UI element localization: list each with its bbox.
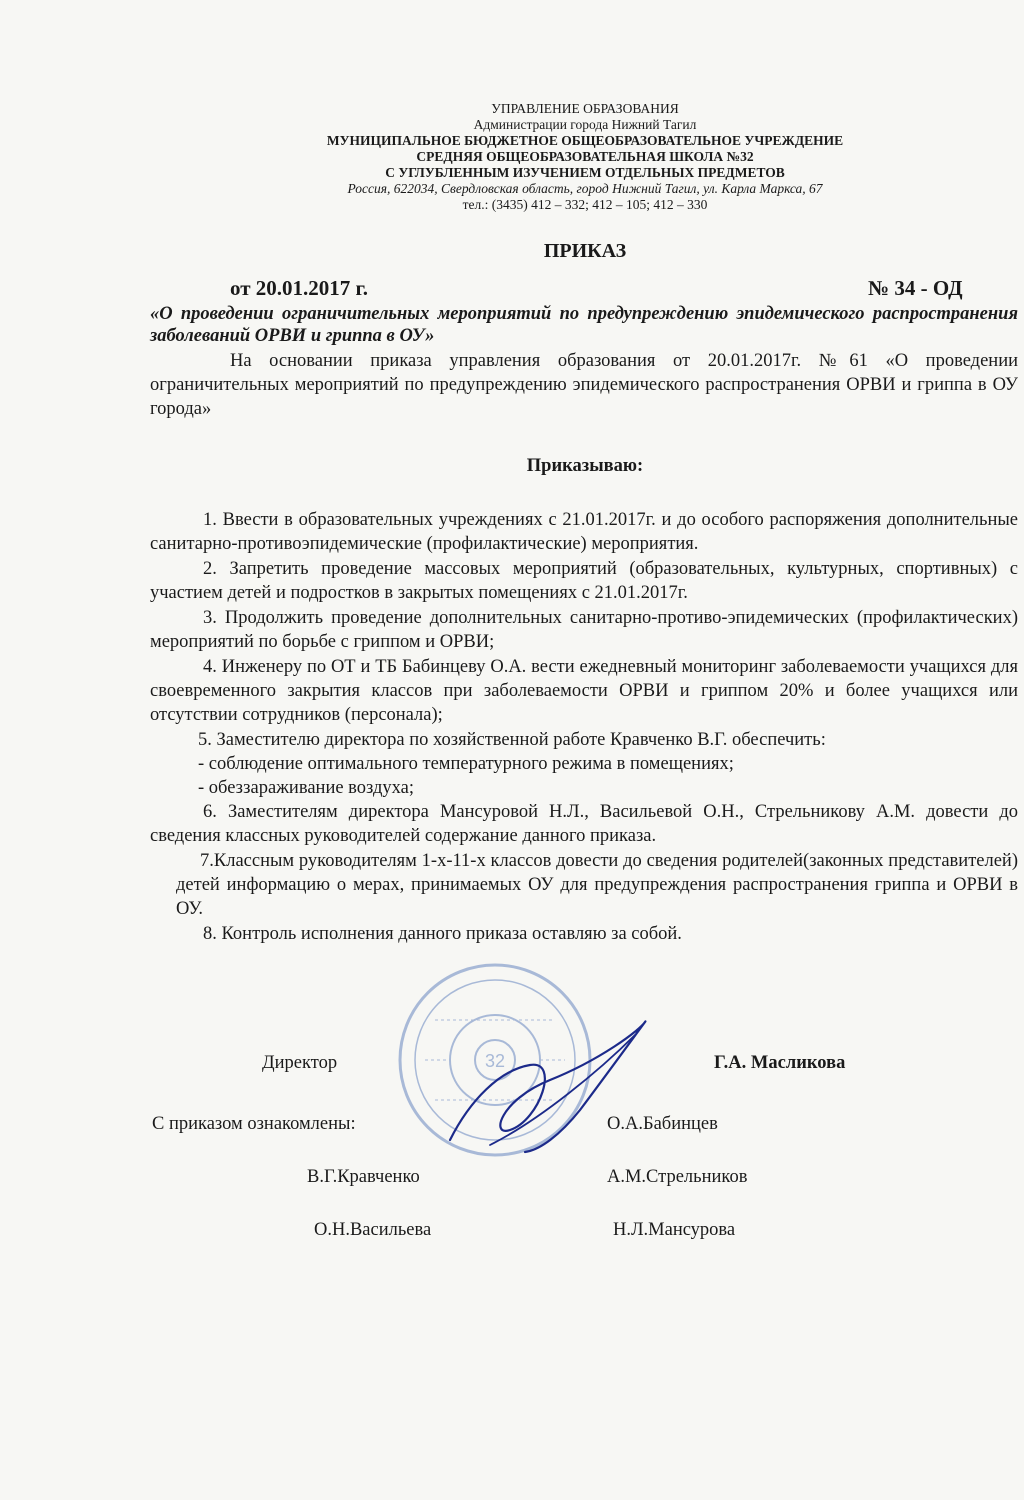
- order-item: 8. Контроль исполнения данного приказа оставляю за собой.: [203, 924, 682, 944]
- document-subject: «О проведении ограничительных мероприятий по предупреждению эпидемического распространения заболеваний ОРВИ и гриппа в ОУ»: [150, 304, 1018, 346]
- acknowledged-name: А.М.Стрельников: [607, 1167, 748, 1187]
- letterhead-line-5: С УГЛУБЛЕННЫМ ИЗУЧЕНИЕМ ОТДЕЛЬНЫХ ПРЕДМЕТОВ: [385, 165, 785, 180]
- acknowledged-label: С приказом ознакомлены:: [152, 1114, 356, 1134]
- acknowledged-name: В.Г.Кравченко: [307, 1167, 420, 1187]
- order-item: 7.Классным руководителям 1-х-11-х классов довести до сведения родителей(законных представителей) детей информацию о мерах, принимаемых ОУ для предупреждения распространения гриппа и ОРВИ в ОУ.: [176, 851, 1018, 919]
- letterhead-line-4: СРЕДНЯЯ ОБЩЕОБРАЗОВАТЕЛЬНАЯ ШКОЛА №32: [416, 149, 754, 164]
- letterhead-phone: тел.: (3435) 412 – 332; 412 – 105; 412 – 330: [462, 197, 708, 212]
- document-title: ПРИКАЗ: [543, 240, 627, 262]
- acknowledged-name: О.А.Бабинцев: [607, 1114, 718, 1134]
- letterhead-line-3: МУНИЦИПАЛЬНОЕ БЮДЖЕТНОЕ ОБЩЕОБРАЗОВАТЕЛЬНОЕ УЧРЕЖДЕНИЕ: [326, 133, 844, 148]
- order-item: 6. Заместителям директора Мансуровой Н.Л., Васильевой О.Н., Стрельникову А.М. довести до сведения классных руководителей содержание данного приказа.: [150, 802, 1018, 846]
- director-label: Директор: [262, 1053, 338, 1073]
- order-subitem: - соблюдение оптимального температурного режима в помещениях;: [198, 754, 734, 774]
- order-item: 5. Заместителю директора по хозяйственной работе Кравченко В.Г. обеспечить:: [198, 730, 826, 750]
- order-item: 1. Ввести в образовательных учреждениях с 21.01.2017г. и до особого распоряжения дополнительные санитарно-противоэпидемические (профилактические) мероприятия.: [150, 510, 1018, 554]
- order-item: 4. Инженеру по ОТ и ТБ Бабинцеву О.А. вести ежедневный мониторинг заболеваемости учащихся для своевременного закрытия классов при заболеваемости ОРВИ и гриппом 20% и более учащихся или отсутствии сотрудников (персонала);: [150, 657, 1018, 725]
- document-date: от 20.01.2017 г.: [230, 276, 368, 300]
- director-name: Г.А. Масликова: [714, 1053, 846, 1073]
- document-number: № 34 - ОД: [868, 276, 963, 300]
- acknowledged-name: О.Н.Васильева: [314, 1220, 432, 1240]
- acknowledged-name: Н.Л.Мансурова: [613, 1220, 736, 1240]
- svg-text:32: 32: [484, 1051, 506, 1071]
- order-item: 2. Запретить проведение массовых мероприятий (образовательных, культурных, спортивных) с участием детей и подростков в закрытых помещениях с 21.01.2017г.: [150, 559, 1018, 603]
- letterhead-line-2: Администрации города Нижний Тагил: [473, 117, 697, 132]
- order-heading: Приказываю:: [526, 456, 644, 476]
- letterhead: [150, 101, 1020, 213]
- director-signature: [430, 1010, 670, 1160]
- order-subitem: - обеззараживание воздуха;: [198, 778, 415, 798]
- letterhead-address: Россия, 622034, Свердловская область, город Нижний Тагил, ул. Карла Маркса, 67: [347, 181, 823, 196]
- order-items: [150, 508, 1018, 947]
- order-item: 3. Продолжить проведение дополнительных санитарно-противо-эпидемических (профилактических) мероприятий по борьбе с гриппом и ОРВИ;: [150, 608, 1018, 652]
- letterhead-line-1: УПРАВЛЕНИЕ ОБРАЗОВАНИЯ: [491, 101, 679, 116]
- document-basis: На основании приказа управления образования от 20.01.2017г. №61 «О проведении ограничительных мероприятий по предупреждению эпидемического распространения ОРВИ и гриппа в ОУ города»: [150, 351, 1018, 419]
